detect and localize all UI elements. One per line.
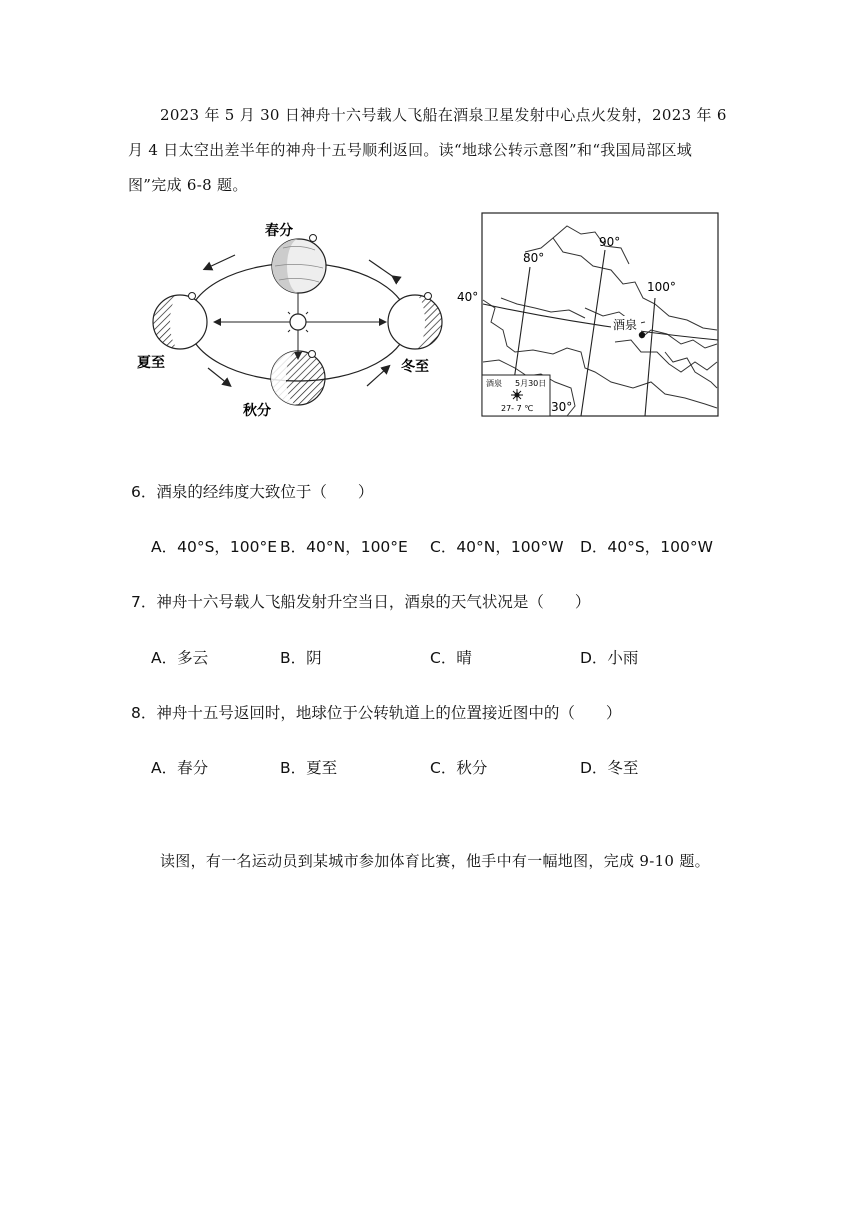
svg-text:27- 7 ℃: 27- 7 ℃ — [501, 404, 534, 413]
q7-option-d[interactable]: D．小雨 — [580, 649, 639, 667]
weather-inset — [482, 375, 550, 416]
earth-summer — [153, 293, 207, 350]
q6-option-b[interactable]: B．40°N，100°E — [280, 538, 408, 556]
q8-option-b[interactable]: B．夏至 — [280, 759, 338, 777]
q6-option-a[interactable]: A．40°S，100°E — [151, 538, 278, 556]
lon-90: 90° — [599, 235, 621, 249]
q6-option-d[interactable]: D．40°S，100°W — [580, 538, 713, 556]
q6-option-c[interactable]: C．40°N，100°W — [430, 538, 564, 556]
label-spring: 春分 — [265, 223, 293, 239]
earth-orbit-diagram — [125, 210, 460, 420]
earth-autumn — [271, 351, 325, 406]
earth-winter — [388, 293, 442, 350]
earth-spring — [272, 235, 326, 294]
question-7-stem: 7．神舟十六号载人飞船发射升空当日，酒泉的天气状况是（ ） — [131, 593, 591, 611]
lat-40: 40° — [457, 290, 479, 304]
q8-option-d[interactable]: D．冬至 — [580, 759, 639, 777]
label-winter: 冬至 — [401, 359, 429, 375]
q7-option-a[interactable]: A．多云 — [151, 649, 209, 667]
lon-80: 80° — [523, 251, 545, 265]
q8-option-a[interactable]: A．春分 — [151, 759, 209, 777]
lat-30: 30° — [551, 400, 573, 414]
intro-paragraph-2: 读图，有一名运动员到某城市参加体育比赛，他手中有一幅地图，完成 9-10 题。 — [160, 852, 710, 870]
city-marker — [639, 332, 645, 338]
label-autumn: 秋分 — [243, 403, 271, 419]
question-8-stem: 8．神舟十五号返回时，地球位于公转轨道上的位置接近图中的（ ） — [131, 704, 622, 722]
svg-text:酒泉: 酒泉 — [486, 379, 502, 388]
svg-text:5月30日: 5月30日 — [515, 379, 547, 388]
question-6-stem: 6．酒泉的经纬度大致位于（ ） — [131, 483, 374, 501]
label-summer: 夏至 — [137, 355, 165, 371]
city-label: 酒泉 — [613, 318, 638, 332]
q8-option-c[interactable]: C．秋分 — [430, 759, 488, 777]
intro-paragraph: 2023 年 5 月 30 日神舟十六号载人飞船在酒泉卫星发射中心点火发射，2023 年 6 月 4 日太空出差半年的神舟十五号顺利返回。读“地球公转示意图”和“我国局部区域图”完成 6-8 题。 — [128, 106, 727, 194]
regional-map — [455, 212, 720, 418]
lon-100: 100° — [647, 280, 676, 294]
q7-option-b[interactable]: B．阴 — [280, 649, 322, 667]
q7-option-c[interactable]: C．晴 — [430, 649, 472, 667]
